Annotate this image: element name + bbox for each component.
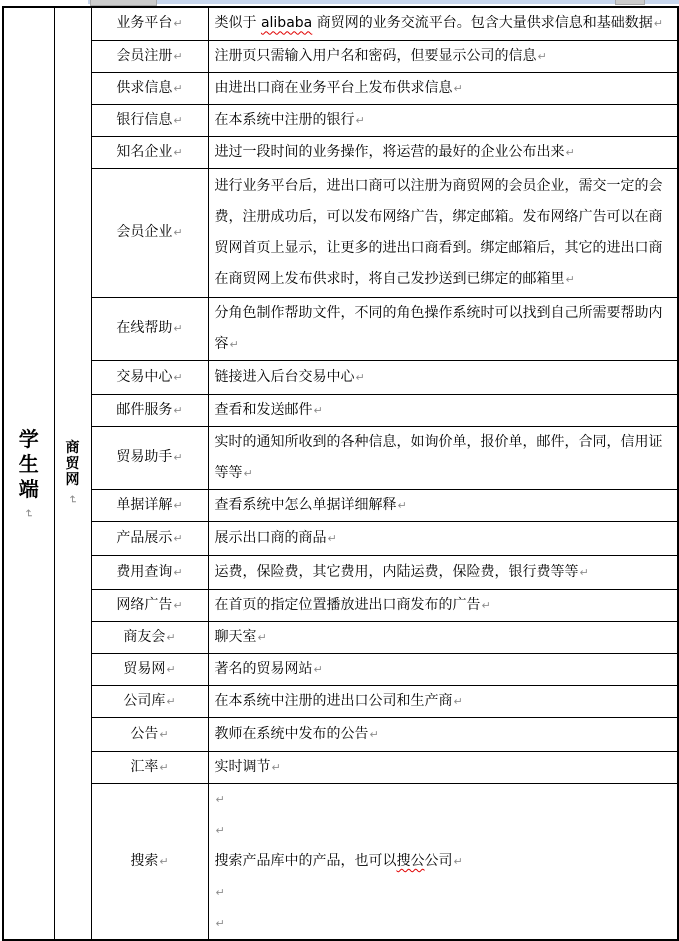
- paragraph-mark-icon: ↵: [653, 17, 663, 31]
- desc-text: 展示出口商的商品: [214, 529, 327, 546]
- desc-text: 分角色制作帮助文件，不同的角色操作系统时可以找到自己所需要帮助内容: [214, 304, 663, 352]
- paragraph-mark-icon: ↵: [369, 727, 379, 741]
- paragraph-mark-icon: ↵: [313, 403, 323, 417]
- paragraph-mark-icon: ↵: [215, 916, 225, 930]
- desc-text: 实时的通知所收到的各种信息，如询价单，报价单，邮件，合同，信用证等等: [214, 433, 663, 481]
- feature-desc-cell[interactable]: [208, 717, 678, 751]
- desc-text: 实时调节: [214, 758, 271, 775]
- paragraph-mark-icon: ↵: [565, 145, 575, 159]
- paragraph: [215, 523, 674, 554]
- paragraph-mark-icon: ↵: [173, 81, 183, 95]
- feature-name: 贸易网: [123, 660, 166, 677]
- table-row: [3, 426, 678, 489]
- feature-desc-cell[interactable]: [208, 555, 678, 589]
- paragraph-mark-icon: ↵: [166, 630, 176, 644]
- paragraph: [215, 654, 674, 685]
- desc-text: 在首页的指定位置播放进出口商发布的广告: [214, 596, 481, 613]
- feature-name-cell[interactable]: [91, 40, 208, 72]
- paragraph: [215, 877, 674, 908]
- feature-name-cell[interactable]: [91, 589, 208, 621]
- paragraph-mark-icon: ↵: [215, 823, 225, 837]
- feature-name: 公司库: [123, 692, 166, 709]
- feature-desc-cell[interactable]: [208, 360, 678, 394]
- feature-name-cell[interactable]: [91, 521, 208, 555]
- feature-desc-cell[interactable]: [208, 685, 678, 717]
- paragraph: [215, 752, 674, 783]
- desc-text: 链接进入后台交易中心: [214, 368, 355, 385]
- feature-desc-cell[interactable]: [208, 521, 678, 555]
- paragraph-mark-icon: ↵: [565, 272, 575, 286]
- feature-name: 会员企业: [116, 224, 173, 240]
- feature-name: 知名企业: [116, 143, 173, 160]
- table-row: [3, 621, 678, 653]
- table-row: [3, 360, 678, 394]
- desc-text: 搜索产品库中的产品，也可以: [214, 852, 397, 869]
- feature-desc-cell[interactable]: [208, 297, 678, 360]
- desc-text: 查看系统中怎么单据详细解释: [214, 496, 397, 513]
- paragraph: [215, 171, 674, 295]
- paragraph-mark-icon: ↵: [173, 565, 183, 579]
- paragraph: [215, 395, 674, 426]
- desc-text: 商贸网的业务交流平台。包含大量供求信息和基础数据: [312, 15, 653, 32]
- feature-name: 银行信息: [116, 111, 173, 128]
- feature-name-cell[interactable]: [91, 555, 208, 589]
- feature-desc-cell[interactable]: [208, 7, 678, 40]
- feature-desc-cell[interactable]: [208, 489, 678, 521]
- paragraph: [215, 846, 674, 877]
- feature-name: 供求信息: [116, 79, 173, 96]
- table-row: [3, 717, 678, 751]
- table-row: [3, 168, 678, 297]
- paragraph-mark-icon: ↵: [173, 17, 183, 31]
- desc-text: 进过一段时间的业务操作，将运营的最好的企业公布出来: [214, 143, 565, 160]
- feature-name-cell[interactable]: [91, 394, 208, 426]
- desc-text: 进行业务平台后，进出口商可以注册为商贸网的会员企业，需交一定的会费，注册成功后，可以发布网络广告，绑定邮箱。发布网络广告可以在商贸网首页上显示，让更多的进出口商看到。绑定邮箱后，其它的进出口商在商贸网上发布供求时，将自己发抄送到已绑定的邮箱里: [214, 177, 663, 287]
- subgroup-label: 商贸网: [65, 440, 80, 488]
- paragraph: [215, 622, 674, 653]
- paragraph-mark-icon: ↵: [229, 337, 239, 351]
- feature-name: 汇率: [130, 758, 159, 775]
- paragraph-mark-icon: ↵: [327, 531, 337, 545]
- desc-text: 类似于: [214, 15, 261, 32]
- paragraph: [215, 686, 674, 717]
- table-row: [3, 653, 678, 685]
- paragraph-mark-icon: ↵: [159, 854, 169, 868]
- paragraph-mark-icon: ↵: [355, 113, 365, 127]
- feature-name: 邮件服务: [116, 401, 173, 418]
- table-row: [3, 7, 678, 40]
- feature-name-cell[interactable]: [91, 360, 208, 394]
- feature-name-cell[interactable]: [91, 426, 208, 489]
- paragraph-mark-icon: ↵: [397, 498, 407, 512]
- paragraph-mark-icon: ↵: [166, 694, 176, 708]
- table-row: [3, 589, 678, 621]
- desc-text: 在本系统中注册的进出口公司和生产商: [214, 692, 453, 709]
- feature-name-cell[interactable]: [91, 297, 208, 360]
- feature-name: 贸易助手: [116, 449, 173, 465]
- feature-name: 商友会: [123, 628, 166, 645]
- paragraph-mark-icon: ↵: [173, 113, 183, 127]
- paragraph: [215, 298, 674, 360]
- paragraph: [215, 73, 674, 104]
- feature-name-cell[interactable]: [91, 717, 208, 751]
- misspelled-text: 搜公: [396, 852, 425, 869]
- desc-text: 运费，保险费，其它费用，内陆运费，保险费，银行费等等: [214, 563, 579, 580]
- paragraph: [215, 557, 674, 588]
- desc-text: 著名的贸易网站: [214, 660, 313, 677]
- paragraph-mark-icon: ↵: [243, 466, 253, 480]
- feature-desc-cell[interactable]: [208, 40, 678, 72]
- paragraph-mark-icon: ↵: [579, 565, 589, 579]
- paragraph: [215, 41, 674, 72]
- feature-desc-cell[interactable]: [208, 72, 678, 104]
- paragraph: [215, 105, 674, 136]
- paragraph-mark-icon: ↵: [453, 81, 463, 95]
- feature-name: 搜索: [130, 852, 159, 869]
- paragraph-mark-icon: ↵: [537, 49, 547, 63]
- feature-name-cell[interactable]: [91, 104, 208, 136]
- feature-name-cell[interactable]: [91, 136, 208, 168]
- feature-desc-cell[interactable]: [208, 136, 678, 168]
- feature-desc-cell[interactable]: [208, 653, 678, 685]
- feature-name-cell[interactable]: [91, 72, 208, 104]
- feature-name: 在线帮助: [116, 320, 173, 336]
- feature-name-cell[interactable]: [91, 653, 208, 685]
- paragraph-mark-icon: ↵: [173, 49, 183, 63]
- paragraph-mark-icon: ↵: [173, 370, 183, 384]
- paragraph-mark-icon: ↵: [173, 598, 183, 612]
- feature-desc-cell[interactable]: [208, 426, 678, 489]
- table-row: [3, 72, 678, 104]
- ruler-marker-right: [615, 0, 645, 5]
- paragraph-mark-icon: ↵: [173, 226, 183, 239]
- group-cell-student-side[interactable]: [3, 7, 54, 940]
- paragraph-mark-icon: ↵: [215, 792, 225, 806]
- paragraph: [215, 137, 674, 168]
- paragraph-mark-icon: ↵: [453, 694, 463, 708]
- feature-table: [2, 6, 679, 941]
- paragraph: [215, 784, 674, 815]
- feature-name-cell[interactable]: [91, 7, 208, 40]
- paragraph: [215, 362, 674, 393]
- paragraph: [215, 8, 674, 39]
- table-row: [3, 104, 678, 136]
- paragraph-mark-icon: ↵: [173, 145, 183, 159]
- paragraph: [215, 719, 674, 750]
- feature-name-cell[interactable]: [91, 489, 208, 521]
- desc-text: 教师在系统中发布的公告: [214, 725, 369, 742]
- group-label: 学生端: [18, 426, 39, 501]
- feature-desc-cell[interactable]: [208, 783, 678, 940]
- feature-desc-cell[interactable]: [208, 104, 678, 136]
- paragraph-mark-icon: ↵: [22, 508, 36, 518]
- paragraph-mark-icon: ↵: [481, 598, 491, 612]
- paragraph-mark-icon: ↵: [66, 494, 79, 505]
- feature-desc-cell[interactable]: [208, 394, 678, 426]
- paragraph-mark-icon: ↵: [173, 531, 183, 545]
- paragraph: [215, 490, 674, 521]
- table-row: [3, 751, 678, 783]
- paragraph-mark-icon: ↵: [257, 630, 267, 644]
- table-row: [3, 40, 678, 72]
- paragraph: [215, 427, 674, 489]
- desc-text: 查看和发送邮件: [214, 401, 313, 418]
- table-row: [3, 394, 678, 426]
- feature-name: 网络广告: [116, 596, 173, 613]
- misspelled-text: alibaba: [260, 15, 313, 32]
- feature-name-cell[interactable]: [91, 168, 208, 297]
- paragraph-mark-icon: ↵: [173, 451, 183, 464]
- table-row: [3, 297, 678, 360]
- paragraph-mark-icon: ↵: [159, 727, 169, 741]
- desc-text: 由进出口商在业务平台上发布供求信息: [214, 79, 453, 96]
- feature-name: 业务平台: [116, 15, 173, 32]
- table-row: [3, 555, 678, 589]
- feature-name-cell[interactable]: [91, 685, 208, 717]
- feature-desc-cell[interactable]: [208, 168, 678, 297]
- desc-text: 在本系统中注册的银行: [214, 111, 355, 128]
- feature-name-cell[interactable]: [91, 783, 208, 940]
- feature-name-cell[interactable]: [91, 751, 208, 783]
- feature-name: 会员注册: [116, 47, 173, 64]
- paragraph-mark-icon: ↵: [453, 854, 463, 868]
- table-row: [3, 783, 678, 940]
- feature-name: 公告: [130, 725, 159, 742]
- paragraph-mark-icon: ↵: [173, 403, 183, 417]
- feature-name: 单据详解: [116, 496, 173, 513]
- window-edge-sliver: [88, 0, 679, 4]
- feature-name: 费用查询: [116, 563, 173, 580]
- paragraph-mark-icon: ↵: [215, 885, 225, 899]
- paragraph-mark-icon: ↵: [313, 662, 323, 676]
- paragraph-mark-icon: ↵: [173, 498, 183, 512]
- table-row: [3, 521, 678, 555]
- feature-desc-cell[interactable]: [208, 751, 678, 783]
- paragraph: [215, 815, 674, 846]
- paragraph: [215, 908, 674, 939]
- feature-name: 产品展示: [116, 529, 173, 546]
- table-row: [3, 136, 678, 168]
- feature-desc-cell[interactable]: [208, 589, 678, 621]
- table-row: [3, 489, 678, 521]
- desc-text: 注册页只需输入用户名和密码，但要显示公司的信息: [214, 47, 537, 64]
- feature-name: 交易中心: [116, 368, 173, 385]
- feature-desc-cell[interactable]: [208, 621, 678, 653]
- feature-name-cell[interactable]: [91, 621, 208, 653]
- desc-text: 聊天室: [214, 628, 257, 645]
- subgroup-cell-trade-web[interactable]: [54, 7, 91, 940]
- paragraph-mark-icon: ↵: [166, 662, 176, 676]
- paragraph-mark-icon: ↵: [159, 760, 169, 774]
- paragraph-mark-icon: ↵: [271, 760, 281, 774]
- paragraph-mark-icon: ↵: [173, 322, 183, 335]
- table-row: [3, 685, 678, 717]
- desc-text: 公司: [424, 852, 453, 869]
- paragraph-mark-icon: ↵: [355, 370, 365, 384]
- paragraph: [215, 590, 674, 621]
